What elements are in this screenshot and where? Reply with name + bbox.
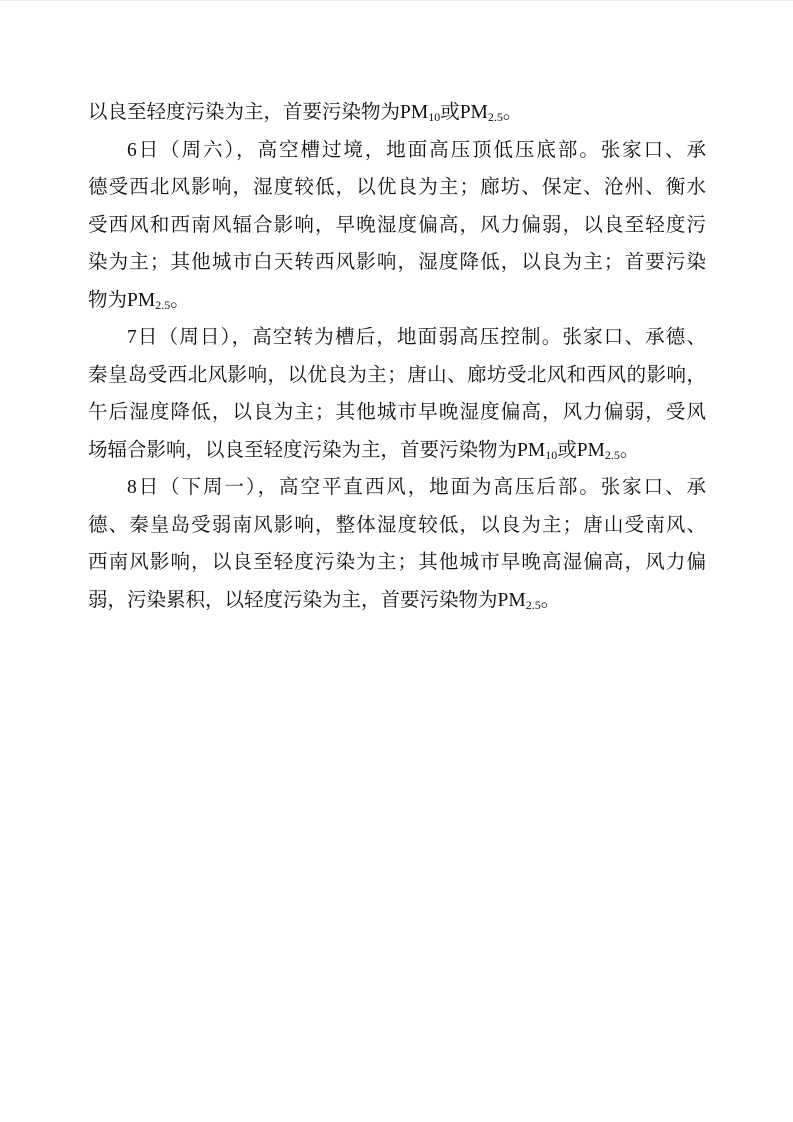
text-line: 秦皇岛受西北风影响，以优良为主；唐山、廊坊受北风和西风的影响， — [88, 364, 706, 386]
text-line — [88, 432, 706, 470]
pm-subscript: 2.5 — [525, 597, 541, 612]
text-segment: 。 — [502, 102, 523, 123]
pm-subscript: 2.5 — [155, 297, 171, 312]
text-segment: 或PM — [557, 439, 605, 461]
text-segment: 。 — [540, 589, 561, 611]
text-line: 西南风影响，以良至轻度污染为主；其他城市早晚高湿偏高，风力偏 — [88, 552, 706, 573]
pm-subscript: 10 — [428, 110, 441, 124]
document-body — [88, 94, 706, 619]
page-top-edge — [0, 0, 793, 1]
text-line: 8日（下周一），高空平直西风，地面为高压后部。张家口、承 — [127, 477, 706, 498]
text-segment: 场辐合影响，以良至轻度污染为主，首要污染物为PM — [88, 439, 546, 461]
text-line: 德受西北风影响，湿度较低，以优良为主；廊坊、保定、沧州、衡水 — [88, 177, 706, 198]
text-segment: 物为PM — [88, 289, 156, 311]
text-segment: 弱，污染累积，以轻度污染为主，首要污染物为PM — [88, 589, 526, 611]
text-line — [88, 582, 706, 620]
pm-subscript: 10 — [545, 447, 558, 462]
text-line: 受西风和西南风辐合影响，早晚湿度偏高，风力偏弱，以良至轻度污 — [88, 214, 706, 236]
pm-subscript: 2.5 — [604, 447, 620, 462]
text-line: 6日（周六），高空槽过境，地面高压顶低压底部。张家口、承 — [127, 139, 706, 161]
text-segment: 以良至轻度污染为主，首要污染物为PM — [88, 102, 429, 123]
text-line — [88, 282, 706, 320]
text-line — [88, 94, 706, 132]
text-segment: 。 — [170, 289, 190, 311]
text-segment: 或PM — [440, 102, 488, 123]
text-segment: 。 — [619, 439, 640, 461]
text-line: 染为主；其他城市白天转西风影响，湿度降低，以良为主；首要污染 — [88, 252, 706, 273]
text-line: 7日（周日），高空转为槽后，地面弱高压控制。张家口、承德、 — [127, 327, 706, 348]
text-line: 午后湿度降低，以良为主；其他城市早晚湿度偏高，风力偏弱，受风 — [88, 402, 706, 423]
text-line: 德、秦皇岛受弱南风影响，整体湿度较低，以良为主；唐山受南风、 — [88, 514, 706, 536]
pm-subscript: 2.5 — [487, 110, 503, 124]
